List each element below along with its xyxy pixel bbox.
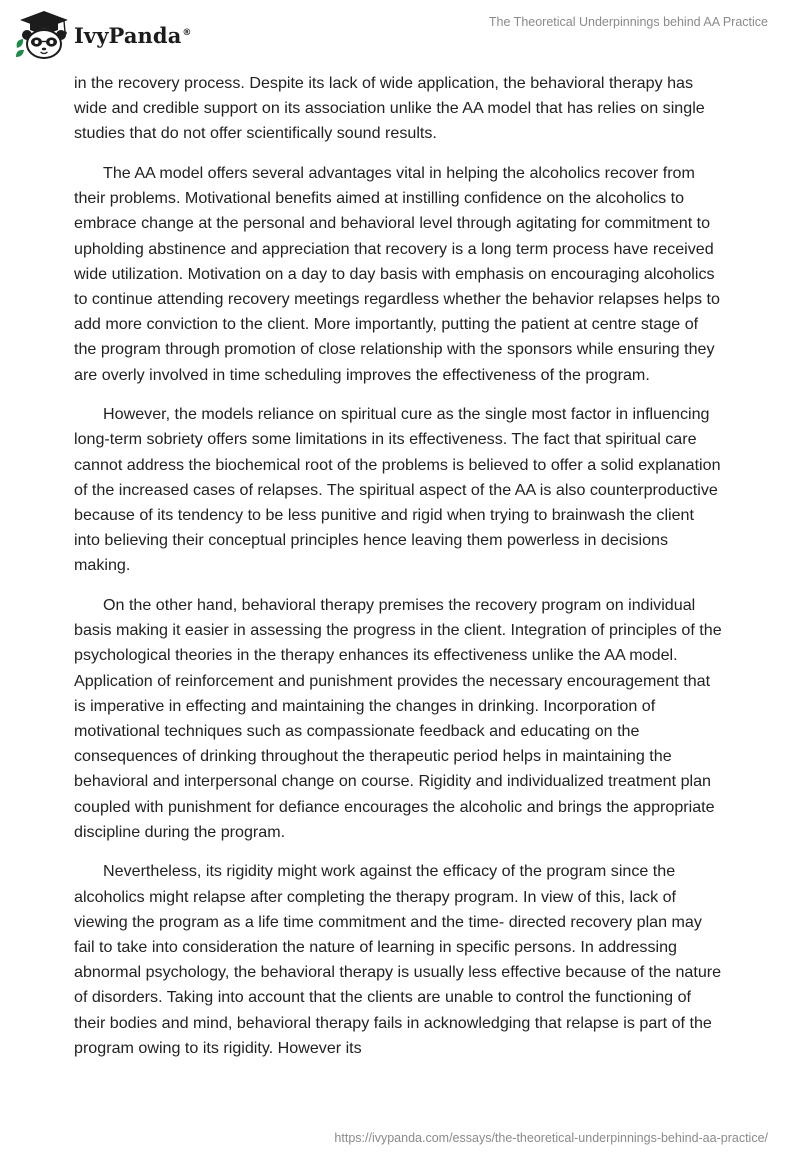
panda-graduate-logo-icon (14, 8, 70, 60)
logo-name: IvyPanda (74, 22, 182, 48)
paragraph: On the other hand, behavioral therapy premises the recovery program on individual basis making it easier in assessing the progress in the client. Integration of principles of the psychological theories in the therapy enhances its effectiveness unlike the AA model. Application of reinforcement and punishment provides the necessary encouragement that is imperative in effecting and maintaining the changes in drinking. Incorporation of motivational techniques such as compassionate feedback and educating on the consequences of drinking throughout the therapeutic period helps in maintaining the behavioral and interpersonal change on course. Rigidity and individualized treatment plan coupled with punishment for defiance encourages the alcoholic and brings the appropriate discipline during the program. (74, 596, 722, 841)
page-header (0, 0, 800, 70)
paragraph: Nevertheless, its rigidity might work against the efficacy of the program since the alcoholics might relapse after completing the therapy program. In view of this, lack of viewing the program as a life time commitment and the time- directed recovery plan may fail to take into consideration the nature of learning in specific persons. In addressing abnormal psychology, the behavioral therapy is usually less effective because of the nature of disorders. Taking into account that the clients are unable to control the functioning of their bodies and mind, behavioral therapy fails in acknowledging that relapse is part of the program owing to its rigidity. However its (74, 862, 722, 1057)
paragraph: However, the models reliance on spiritual cure as the single most factor in influencing long-term sobriety offers some limitations in its effectiveness. The fact that spiritual care cannot address the biochemical root of the problems is believed to offer a solid explanation of the increased cases of relapses. The spiritual aspect of the AA is also counterproductive because of its tendency to be less punitive and rigid when trying to brainwash the client into believing their conceptual principles hence leaving them powerless in decisions making. (74, 405, 721, 575)
paragraph: The AA model offers several advantages vital in helping the alcoholics recover from their problems. Motivational benefits aimed at instilling confidence on the alcoholics to embrace change at the personal and behavioral level through agitating for commitment to upholding abstinence and appreciation that recovery is a long term process have received wide utilization. Motivation on a day to day basis with emphasis on encouraging alcoholics to continue attending recovery meetings regardless whether the behavior relapses helps to add more conviction to the client. More importantly, putting the patient at centre stage of the program through promotion of close relationship with the sponsors while ensuring they are overly involved in time scheduling improves the effectiveness of the program. (74, 164, 720, 384)
essay-body (74, 71, 724, 1075)
source-url[interactable]: https://ivypanda.com/essays/the-theoretical-underpinnings-behind-aa-practice/ (334, 1131, 768, 1145)
logo-registered-mark: ® (182, 27, 192, 38)
ivypanda-logo[interactable] (14, 8, 192, 60)
paragraph: in the recovery process. Despite its lack of wide application, the behavioral therapy has wide and credible support on its association unlike the AA model that has relies on single studies that do not offer scientifically sound results. (74, 74, 705, 143)
logo-wordmark (74, 23, 192, 48)
document-title: The Theoretical Underpinnings behind AA Practice (488, 15, 768, 29)
